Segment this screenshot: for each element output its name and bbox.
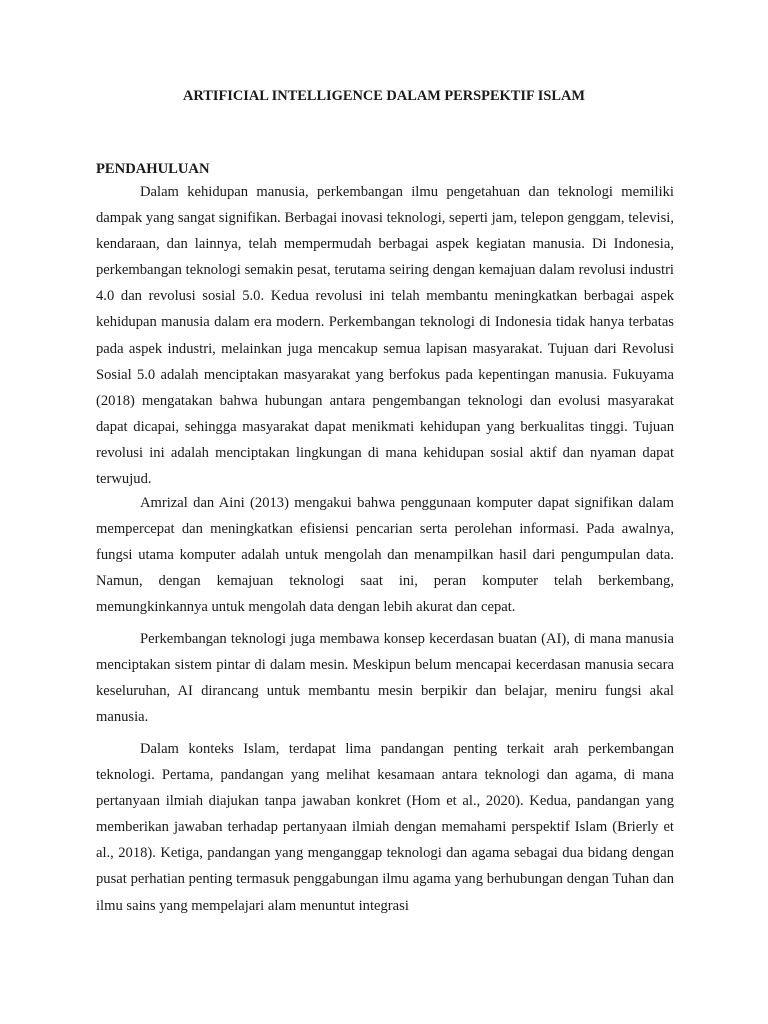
paragraph-1: Dalam kehidupan manusia, perkembangan ilmu pengetahuan dan teknologi memiliki dampak yang sangat signifikan. Berbagai inovasi teknologi, seperti jam, telepon genggam, televisi, kendaraan, dan lainnya, telah mempermudah berbagai aspek kegiatan manusia. Di Indonesia, perkembangan teknologi semakin pesat, terutama seiring dengan kemajuan dalam revolusi industri 4.0 dan revolusi sosial 5.0. Kedua revolusi ini telah membantu meningkatkan berbagai aspek kehidupan manusia dalam era modern. Perkembangan teknologi di Indonesia tidak hanya terbatas pada aspek industri, melainkan juga mencakup semua lapisan masyarakat. Tujuan dari Revolusi Sosial 5.0 adalah menciptakan masyarakat yang berfokus pada kepentingan manusia. Fukuyama (2018) mengatakan bahwa hubungan antara pengembangan teknologi dan evolusi masyarakat dapat dicapai, sehingga masyarakat dapat menikmati kehidupan yang berkualitas tinggi. Tujuan revolusi ini adalah menciptakan lingkungan di mana kehidupan sosial aktif dan nyaman dapat terwujud. bbox=[96, 184, 674, 488]
paragraph-2: Amrizal dan Aini (2013) mengakui bahwa penggunaan komputer dapat signifikan dalam mempercepat dan meningkatkan efisiensi pencarian serta perolehan informasi. Pada awalnya, fungsi utama komputer adalah untuk mengolah dan menampilkan hasil dari pengumpulan data. Namun, dengan kemajuan teknologi saat ini, peran komputer telah berkembang, memungkinkannya untuk mengolah data dengan lebih akurat dan cepat. bbox=[96, 495, 674, 616]
document-title: ARTIFICIAL INTELLIGENCE DALAM PERSPEKTIF ISLAM bbox=[183, 88, 585, 104]
paragraph-3: Perkembangan teknologi juga membawa konsep kecerdasan buatan (AI), di mana manusia menciptakan sistem pintar di dalam mesin. Meskipun belum mencapai kecerdasan manusia secara keseluruhan, AI dirancang untuk membantu mesin berpikir dan belajar, meniru fungsi akal manusia. bbox=[96, 631, 674, 726]
paragraph-4: Dalam konteks Islam, terdapat lima pandangan penting terkait arah perkembangan teknologi. Pertama, pandangan yang melihat kesamaan antara teknologi dan agama, di mana pertanyaan ilmiah diajukan tanpa jawaban konkret (Hom et al., 2020). Kedua, pandangan yang memberikan jawaban terhadap pertanyaan ilmiah dengan memahami perspektif Islam (Brierly et al., 2018). Ketiga, pandangan yang menganggap teknologi dan agama sebagai dua bidang dengan pusat perhatian penting termasuk penggabungan ilmu agama yang berhubungan dengan Tuhan dan ilmu sains yang mempelajari alam menuntut integrasi bbox=[96, 741, 674, 914]
section-heading: PENDAHULUAN bbox=[96, 161, 210, 177]
